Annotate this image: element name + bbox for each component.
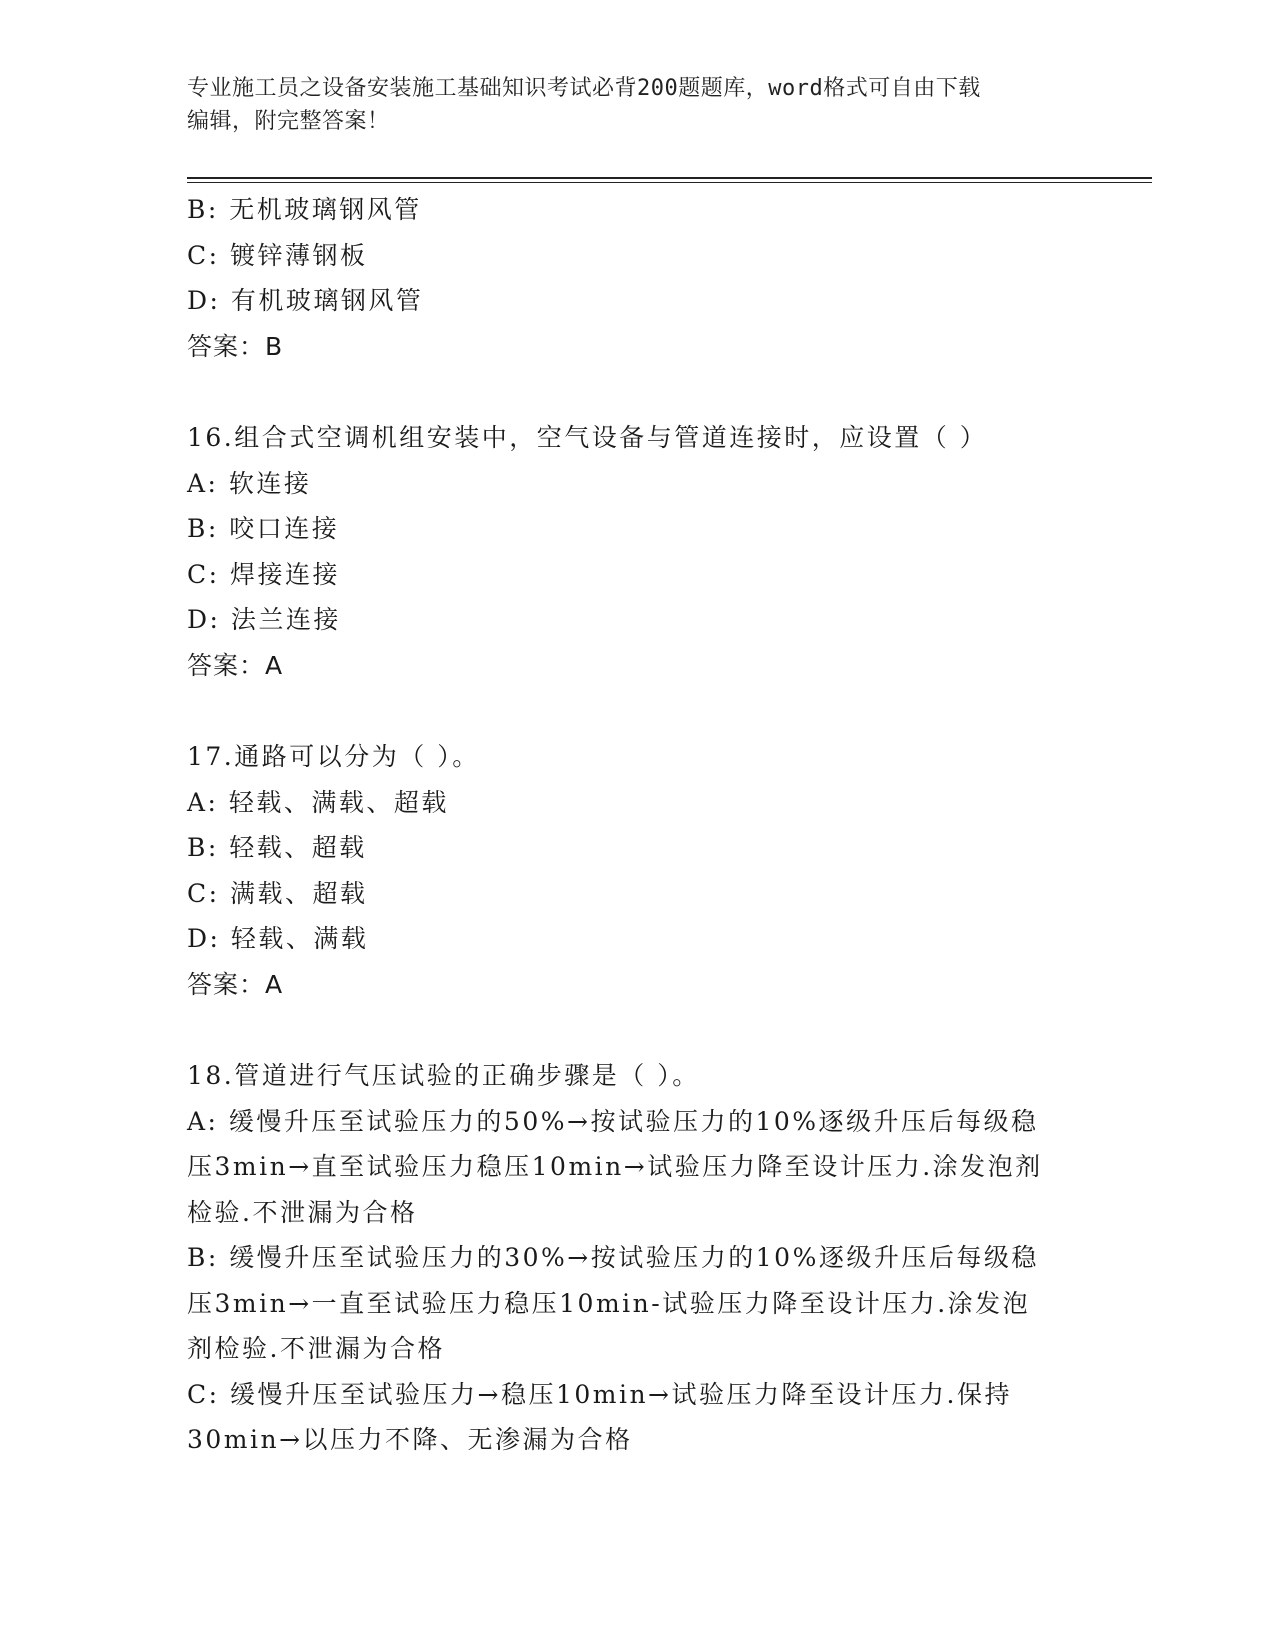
option-c: C: 镀锌薄钢板 xyxy=(187,240,368,270)
option-a-line-1: A: 缓慢升压至试验压力的50%→按试验压力的10%逐级升压后每级稳 xyxy=(187,1106,1039,1136)
question-17 xyxy=(187,734,1067,1007)
answer: 答案：A xyxy=(187,650,284,680)
question-spacer xyxy=(187,688,1067,734)
option-c: C: 焊接连接 xyxy=(187,559,340,589)
option-b: B: 咬口连接 xyxy=(187,514,340,543)
option-b-line-3: 剂检验.不泄漏为合格 xyxy=(187,1334,445,1363)
option-d: D: 法兰连接 xyxy=(187,605,341,634)
header-rule-thin xyxy=(187,182,1152,183)
question-list xyxy=(187,187,1067,1463)
option-b-line-1: B: 缓慢升压至试验压力的30%→按试验压力的10%逐级升压后每级稳 xyxy=(187,1243,1039,1272)
document-header xyxy=(187,72,1067,138)
answer: 答案：A xyxy=(187,969,284,999)
question-spacer xyxy=(187,369,1067,415)
option-b: B: 轻载、超载 xyxy=(187,833,367,862)
option-c: C: 满载、超载 xyxy=(187,878,368,908)
option-a-line-2: 压3min→直至试验压力稳压10min→试验压力降至设计压力.涂发泡剂 xyxy=(187,1152,1043,1181)
option-a-line-3: 检验.不泄漏为合格 xyxy=(187,1197,418,1227)
question-16 xyxy=(187,415,1067,688)
option-c-line-2: 30min→以压力不降、无渗漏为合格 xyxy=(187,1425,633,1454)
option-b: B: 无机玻璃钢风管 xyxy=(187,195,422,224)
option-d: D: 有机玻璃钢风管 xyxy=(187,286,424,315)
header-title-line-1: 专业施工员之设备安装施工基础知识考试必背200题题库，word格式可自由下载 xyxy=(187,76,981,101)
header-rule-thick xyxy=(187,177,1152,179)
answer: 答案：B xyxy=(187,331,284,361)
question-stem: 17.通路可以分为（ ）。 xyxy=(187,742,480,771)
option-b-line-2: 压3min→一直至试验压力稳压10min-试验压力降至设计压力.涂发泡 xyxy=(187,1288,1031,1318)
option-d: D: 轻载、满载 xyxy=(187,924,369,953)
option-a: A: 软连接 xyxy=(187,468,312,498)
question-15-continued xyxy=(187,187,1067,369)
option-a: A: 轻载、满载、超载 xyxy=(187,787,449,817)
question-stem: 18.管道进行气压试验的正确步骤是（ ）。 xyxy=(187,1061,700,1090)
question-spacer xyxy=(187,1007,1067,1053)
question-stem: 16.组合式空调机组安装中，空气设备与管道连接时，应设置（ ） xyxy=(187,423,988,452)
option-c-line-1: C: 缓慢升压至试验压力→稳压10min→试验压力降至设计压力.保持 xyxy=(187,1379,1012,1409)
question-18 xyxy=(187,1053,1067,1463)
header-title-line-2: 编辑，附完整答案！ xyxy=(187,109,390,134)
